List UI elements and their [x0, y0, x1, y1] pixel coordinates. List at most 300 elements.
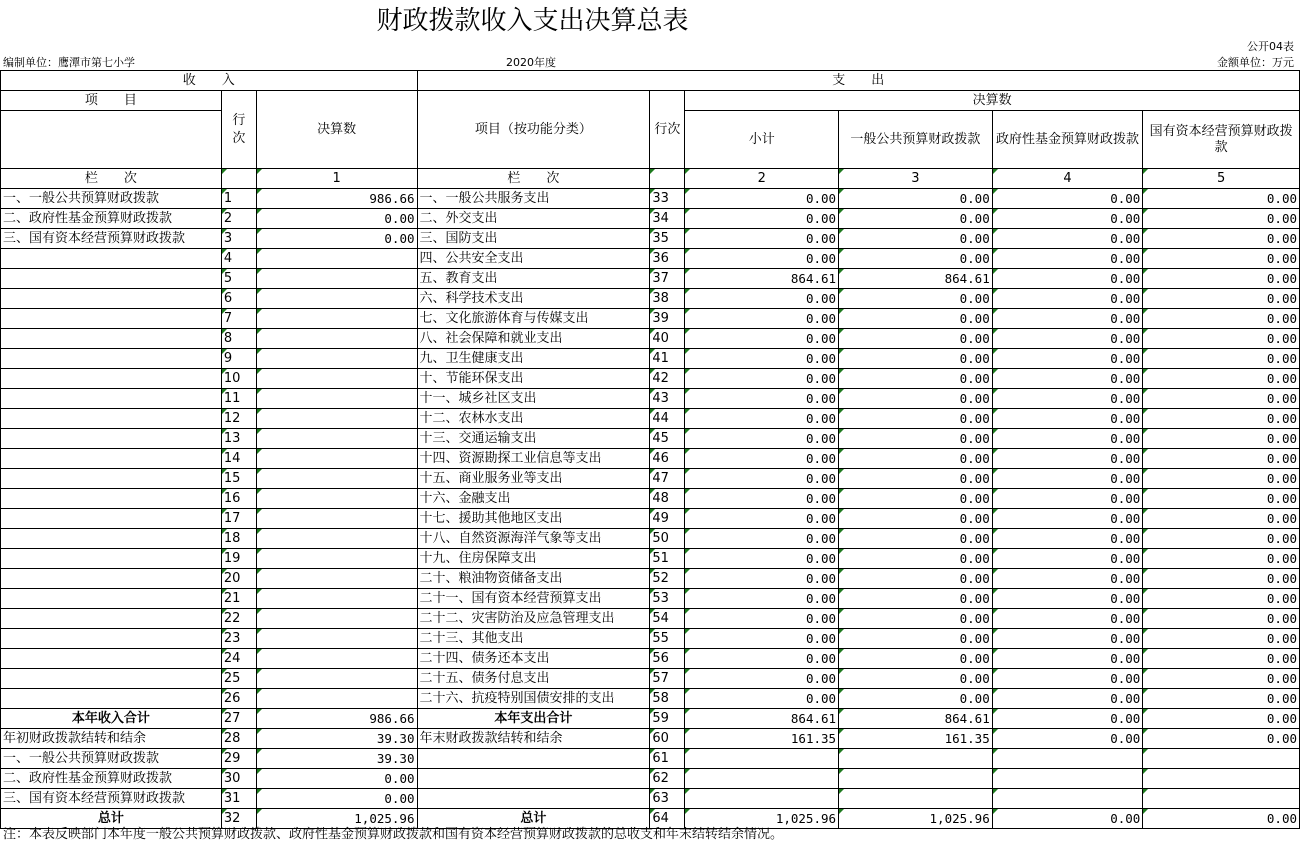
income-amount: 39.30 — [256, 729, 417, 749]
income-item — [1, 569, 222, 589]
state-capital-amount: 0.00 — [1143, 689, 1300, 709]
state-capital-amount: 0.00 — [1143, 189, 1300, 209]
expense-item: 十八、自然资源海洋气象等支出 — [417, 529, 650, 549]
general-budget-amount: 0.00 — [839, 349, 993, 369]
expense-item: 年末财政拨款结转和结余 — [417, 729, 650, 749]
income-amount: 39.30 — [256, 749, 417, 769]
expense-line-no: 38 — [650, 289, 685, 309]
gov-fund-amount: 0.00 — [992, 329, 1143, 349]
income-line-no: 15 — [221, 469, 256, 489]
income-amount — [256, 329, 417, 349]
table-row — [1, 489, 1300, 509]
state-capital-amount: 0.00 — [1143, 209, 1300, 229]
gov-fund-amount: 0.00 — [992, 649, 1143, 669]
income-line-no: 31 — [221, 789, 256, 809]
income-line-no: 8 — [221, 329, 256, 349]
subtotal-amount: 0.00 — [685, 409, 839, 429]
income-line-no: 7 — [221, 309, 256, 329]
general-budget-amount: 0.00 — [839, 329, 993, 349]
expense-line-no: 48 — [650, 489, 685, 509]
expense-column-label: 栏 次 — [417, 169, 650, 189]
expense-line-no: 43 — [650, 389, 685, 409]
expense-line-no: 59 — [650, 709, 685, 729]
general-budget-amount: 0.00 — [839, 529, 993, 549]
state-capital-amount: 0.00 — [1143, 249, 1300, 269]
income-line-no: 21 — [221, 589, 256, 609]
income-item-header-blank — [1, 111, 222, 169]
income-amount — [256, 269, 417, 289]
expense-item: 十四、资源勘探工业信息等支出 — [417, 449, 650, 469]
expense-line-no: 34 — [650, 209, 685, 229]
income-amount — [256, 249, 417, 269]
income-item: 年初财政拨款结转和结余 — [1, 729, 222, 749]
state-capital-amount — [1143, 769, 1300, 789]
gov-fund-amount: 0.00 — [992, 489, 1143, 509]
gov-fund-amount — [992, 769, 1143, 789]
income-item — [1, 429, 222, 449]
income-line-no: 11 — [221, 389, 256, 409]
subtotal-amount: 0.00 — [685, 309, 839, 329]
subtotal-amount: 0.00 — [685, 429, 839, 449]
income-amount: 1,025.96 — [256, 809, 417, 829]
subtotal-amount: 0.00 — [685, 689, 839, 709]
table-row — [1, 349, 1300, 369]
income-line-no: 1 — [221, 189, 256, 209]
income-amount: 986.66 — [256, 189, 417, 209]
general-budget-amount: 0.00 — [839, 689, 993, 709]
income-item — [1, 309, 222, 329]
expense-item: 二十、粮油物资储备支出 — [417, 569, 650, 589]
table-row — [1, 429, 1300, 449]
subtotal-amount — [685, 749, 839, 769]
income-line-no: 3 — [221, 229, 256, 249]
subtotal-header: 小计 — [685, 111, 839, 169]
income-amount — [256, 649, 417, 669]
subtotal-amount: 0.00 — [685, 529, 839, 549]
column-number-5: 5 — [1143, 169, 1300, 189]
subtotal-amount: 864.61 — [685, 269, 839, 289]
expense-item: 二十四、债务还本支出 — [417, 649, 650, 669]
gov-fund-amount: 0.00 — [992, 589, 1143, 609]
income-item — [1, 529, 222, 549]
income-amount — [256, 669, 417, 689]
income-item: 总计 — [1, 809, 222, 829]
expense-item — [417, 749, 650, 769]
expense-item — [417, 789, 650, 809]
expense-item: 十七、援助其他地区支出 — [417, 509, 650, 529]
expense-line-no: 53 — [650, 589, 685, 609]
subtotal-amount: 0.00 — [685, 449, 839, 469]
state-capital-amount: 0.00 — [1143, 529, 1300, 549]
income-item — [1, 689, 222, 709]
income-line-no-header: 行次 — [221, 91, 256, 169]
state-capital-amount: 0.00 — [1143, 509, 1300, 529]
expense-line-no: 63 — [650, 789, 685, 809]
income-line-no: 30 — [221, 769, 256, 789]
expense-item-header: 项目（按功能分类） — [417, 91, 650, 169]
income-item: 一、一般公共预算财政拨款 — [1, 189, 222, 209]
income-line-no: 9 — [221, 349, 256, 369]
subtotal-amount: 0.00 — [685, 609, 839, 629]
gov-fund-header: 政府性基金预算财政拨款 — [992, 111, 1143, 169]
income-line-no: 26 — [221, 689, 256, 709]
table-row — [1, 209, 1300, 229]
gov-fund-amount: 0.00 — [992, 809, 1143, 829]
expense-line-no: 41 — [650, 349, 685, 369]
expense-item: 二十一、国有资本经营预算支出 — [417, 589, 650, 609]
table-row — [1, 529, 1300, 549]
state-capital-amount: 0.00 — [1143, 289, 1300, 309]
state-capital-amount: 0.00 — [1143, 449, 1300, 469]
footnote: 注：本表反映部门本年度一般公共预算财政拨款、政府性基金预算财政拨款和国有资本经营预算财政拨款的总收支和年末结转结余情况。 — [3, 827, 784, 842]
expense-item — [417, 769, 650, 789]
income-item — [1, 329, 222, 349]
expense-column-label-blank — [650, 169, 685, 189]
gov-fund-amount: 0.00 — [992, 229, 1143, 249]
state-capital-amount: 0.00 — [1143, 409, 1300, 429]
subtotal-amount: 0.00 — [685, 209, 839, 229]
income-line-no: 19 — [221, 549, 256, 569]
table-row — [1, 649, 1300, 669]
table-row — [1, 549, 1300, 569]
general-budget-amount: 0.00 — [839, 449, 993, 469]
gov-fund-amount: 0.00 — [992, 689, 1143, 709]
income-item — [1, 449, 222, 469]
expense-line-no-header: 行次 — [650, 91, 685, 169]
income-item — [1, 589, 222, 609]
expense-item: 十二、农林水支出 — [417, 409, 650, 429]
gov-fund-amount: 0.00 — [992, 529, 1143, 549]
income-amount — [256, 569, 417, 589]
gov-fund-amount: 0.00 — [992, 629, 1143, 649]
expense-line-no: 60 — [650, 729, 685, 749]
income-amount — [256, 689, 417, 709]
income-amount — [256, 589, 417, 609]
income-amount — [256, 369, 417, 389]
income-amount: 0.00 — [256, 209, 417, 229]
gov-fund-amount: 0.00 — [992, 549, 1143, 569]
state-capital-amount: 0.00 — [1143, 569, 1300, 589]
subtotal-amount: 0.00 — [685, 549, 839, 569]
expense-item: 六、科学技术支出 — [417, 289, 650, 309]
expense-item: 十一、城乡社区支出 — [417, 389, 650, 409]
income-amount: 0.00 — [256, 229, 417, 249]
expense-item: 十五、商业服务业等支出 — [417, 469, 650, 489]
gov-fund-amount: 0.00 — [992, 449, 1143, 469]
state-capital-amount: 0.00 — [1143, 709, 1300, 729]
income-amount — [256, 429, 417, 449]
income-amount — [256, 409, 417, 429]
general-budget-amount: 864.61 — [839, 709, 993, 729]
general-budget-amount: 0.00 — [839, 489, 993, 509]
income-amount — [256, 469, 417, 489]
form-id: 公开04表 — [1247, 40, 1294, 53]
table-row — [1, 509, 1300, 529]
expense-section-header: 支 出 — [417, 71, 1300, 91]
income-item: 三、国有资本经营预算财政拨款 — [1, 789, 222, 809]
state-capital-amount: 0.00 — [1143, 329, 1300, 349]
table-row — [1, 269, 1300, 289]
income-line-no: 20 — [221, 569, 256, 589]
income-line-no: 2 — [221, 209, 256, 229]
general-budget-amount: 0.00 — [839, 589, 993, 609]
gov-fund-amount: 0.00 — [992, 709, 1143, 729]
gov-fund-amount: 0.00 — [992, 309, 1143, 329]
expense-line-no: 42 — [650, 369, 685, 389]
subtotal-amount: 0.00 — [685, 349, 839, 369]
income-item — [1, 269, 222, 289]
reporting-unit: 编制单位：鹰潭市第七小学 — [3, 56, 135, 69]
income-item: 本年收入合计 — [1, 709, 222, 729]
income-amount — [256, 529, 417, 549]
income-item — [1, 489, 222, 509]
expense-line-no: 36 — [650, 249, 685, 269]
subtotal-amount: 0.00 — [685, 469, 839, 489]
general-budget-amount: 0.00 — [839, 229, 993, 249]
income-item — [1, 669, 222, 689]
expense-line-no: 37 — [650, 269, 685, 289]
table-row — [1, 609, 1300, 629]
table-row — [1, 249, 1300, 269]
income-amount — [256, 509, 417, 529]
gov-fund-amount: 0.00 — [992, 209, 1143, 229]
state-capital-amount: 0.00 — [1143, 729, 1300, 749]
expense-line-no: 61 — [650, 749, 685, 769]
income-item — [1, 509, 222, 529]
income-amount — [256, 489, 417, 509]
expense-item: 五、教育支出 — [417, 269, 650, 289]
state-capital-amount: 0.00 — [1143, 309, 1300, 329]
expense-line-no: 46 — [650, 449, 685, 469]
expense-line-no: 40 — [650, 329, 685, 349]
expense-line-no: 54 — [650, 609, 685, 629]
subtotal-amount: 0.00 — [685, 649, 839, 669]
expense-line-no: 56 — [650, 649, 685, 669]
income-line-no: 24 — [221, 649, 256, 669]
income-amount: 986.66 — [256, 709, 417, 729]
income-line-no: 10 — [221, 369, 256, 389]
general-budget-amount: 0.00 — [839, 569, 993, 589]
expense-line-no: 51 — [650, 549, 685, 569]
general-budget-amount: 0.00 — [839, 369, 993, 389]
table-row — [1, 469, 1300, 489]
income-item — [1, 649, 222, 669]
expense-item: 二十五、债务付息支出 — [417, 669, 650, 689]
expense-item: 二十二、灾害防治及应急管理支出 — [417, 609, 650, 629]
final-amount-group-header: 决算数 — [685, 91, 1300, 111]
gov-fund-amount: 0.00 — [992, 389, 1143, 409]
expense-item: 十、节能环保支出 — [417, 369, 650, 389]
general-budget-amount: 0.00 — [839, 309, 993, 329]
general-budget-amount: 0.00 — [839, 409, 993, 429]
general-budget-amount: 0.00 — [839, 609, 993, 629]
column-number-2: 2 — [685, 169, 839, 189]
income-line-no: 4 — [221, 249, 256, 269]
income-column-label-blank — [221, 169, 256, 189]
income-line-no: 28 — [221, 729, 256, 749]
income-item — [1, 389, 222, 409]
expense-line-no: 57 — [650, 669, 685, 689]
table-row — [1, 589, 1300, 609]
expense-line-no: 47 — [650, 469, 685, 489]
expense-item: 七、文化旅游体育与传媒支出 — [417, 309, 650, 329]
income-amount — [256, 609, 417, 629]
expense-item: 十九、住房保障支出 — [417, 549, 650, 569]
table-row — [1, 409, 1300, 429]
column-number-3: 3 — [839, 169, 993, 189]
expense-line-no: 58 — [650, 689, 685, 709]
income-item — [1, 629, 222, 649]
gov-fund-amount: 0.00 — [992, 369, 1143, 389]
income-item — [1, 469, 222, 489]
subtotal-amount: 0.00 — [685, 249, 839, 269]
subtotal-amount: 0.00 — [685, 629, 839, 649]
column-number-1: 1 — [256, 169, 417, 189]
income-item-header: 项 目 — [1, 91, 222, 111]
gov-fund-amount: 0.00 — [992, 349, 1143, 369]
income-item — [1, 289, 222, 309]
income-amount — [256, 349, 417, 369]
table-row — [1, 189, 1300, 209]
report-title: 财政拨款收入支出决算总表 — [376, 6, 689, 36]
general-budget-amount: 161.35 — [839, 729, 993, 749]
income-line-no: 22 — [221, 609, 256, 629]
general-budget-amount — [839, 749, 993, 769]
general-budget-amount: 0.00 — [839, 469, 993, 489]
general-budget-amount: 0.00 — [839, 249, 993, 269]
income-line-no: 29 — [221, 749, 256, 769]
subtotal-amount: 0.00 — [685, 229, 839, 249]
table-row — [1, 729, 1300, 749]
subtotal-amount — [685, 769, 839, 789]
income-item — [1, 609, 222, 629]
income-item — [1, 369, 222, 389]
general-budget-amount: 0.00 — [839, 429, 993, 449]
income-line-no: 14 — [221, 449, 256, 469]
expense-line-no: 49 — [650, 509, 685, 529]
state-capital-amount: 0.00 — [1143, 609, 1300, 629]
table-row — [1, 689, 1300, 709]
expense-item: 四、公共安全支出 — [417, 249, 650, 269]
income-amount — [256, 629, 417, 649]
table-row — [1, 369, 1300, 389]
table-row — [1, 289, 1300, 309]
income-item: 三、国有资本经营预算财政拨款 — [1, 229, 222, 249]
gov-fund-amount: 0.00 — [992, 269, 1143, 289]
state-capital-amount: 0.00 — [1143, 489, 1300, 509]
income-line-no: 17 — [221, 509, 256, 529]
income-amount — [256, 309, 417, 329]
expense-item: 九、卫生健康支出 — [417, 349, 650, 369]
general-budget-amount: 864.61 — [839, 269, 993, 289]
general-budget-amount: 0.00 — [839, 209, 993, 229]
expense-item: 八、社会保障和就业支出 — [417, 329, 650, 349]
expense-line-no: 50 — [650, 529, 685, 549]
state-capital-amount: 0.00 — [1143, 669, 1300, 689]
income-line-no: 12 — [221, 409, 256, 429]
general-budget-amount — [839, 789, 993, 809]
state-capital-amount: 0.00 — [1143, 649, 1300, 669]
table-row — [1, 449, 1300, 469]
subtotal-amount: 0.00 — [685, 589, 839, 609]
expense-item: 二十六、抗疫特别国债安排的支出 — [417, 689, 650, 709]
state-capital-amount: 0.00 — [1143, 469, 1300, 489]
general-budget-amount: 0.00 — [839, 509, 993, 529]
income-amount — [256, 449, 417, 469]
state-capital-amount — [1143, 789, 1300, 809]
gov-fund-amount: 0.00 — [992, 429, 1143, 449]
income-amount: 0.00 — [256, 789, 417, 809]
gov-fund-amount: 0.00 — [992, 729, 1143, 749]
table-row — [1, 789, 1300, 809]
subtotal-amount: 864.61 — [685, 709, 839, 729]
gov-fund-amount: 0.00 — [992, 409, 1143, 429]
income-line-no: 18 — [221, 529, 256, 549]
subtotal-amount: 0.00 — [685, 569, 839, 589]
general-budget-amount: 1,025.96 — [839, 809, 993, 829]
state-capital-amount: 0.00 — [1143, 269, 1300, 289]
income-item — [1, 349, 222, 369]
state-capital-amount: 0.00 — [1143, 629, 1300, 649]
table-row — [1, 309, 1300, 329]
income-line-no: 5 — [221, 269, 256, 289]
expense-line-no: 39 — [650, 309, 685, 329]
gov-fund-amount: 0.00 — [992, 669, 1143, 689]
state-capital-amount: 0.00 — [1143, 549, 1300, 569]
expense-item: 二、外交支出 — [417, 209, 650, 229]
fiscal-year: 2020年度 — [506, 56, 556, 69]
budget-table — [0, 70, 1300, 829]
income-line-no: 13 — [221, 429, 256, 449]
income-section-header: 收 入 — [1, 71, 418, 91]
gov-fund-amount — [992, 789, 1143, 809]
subtotal-amount: 0.00 — [685, 489, 839, 509]
income-amount — [256, 549, 417, 569]
income-amount — [256, 389, 417, 409]
gov-fund-amount: 0.00 — [992, 249, 1143, 269]
state-capital-header: 国有资本经营预算财政拨款 — [1143, 111, 1300, 169]
state-capital-amount: 0.00 — [1143, 349, 1300, 369]
expense-line-no: 62 — [650, 769, 685, 789]
subtotal-amount: 0.00 — [685, 509, 839, 529]
expense-line-no: 55 — [650, 629, 685, 649]
expense-item: 本年支出合计 — [417, 709, 650, 729]
state-capital-amount: 0.00 — [1143, 809, 1300, 829]
subtotal-amount: 0.00 — [685, 669, 839, 689]
table-row — [1, 629, 1300, 649]
table-row — [1, 669, 1300, 689]
income-line-no: 27 — [221, 709, 256, 729]
table-row — [1, 329, 1300, 349]
expense-item: 十三、交通运输支出 — [417, 429, 650, 449]
income-line-no: 32 — [221, 809, 256, 829]
state-capital-amount: 0.00 — [1143, 229, 1300, 249]
table-row — [1, 709, 1300, 729]
state-capital-amount: 0.00 — [1143, 589, 1300, 609]
income-line-no: 6 — [221, 289, 256, 309]
income-line-no: 25 — [221, 669, 256, 689]
income-item — [1, 549, 222, 569]
expense-line-no: 33 — [650, 189, 685, 209]
expense-line-no: 64 — [650, 809, 685, 829]
subtotal-amount: 0.00 — [685, 289, 839, 309]
general-budget-amount: 0.00 — [839, 289, 993, 309]
expense-line-no: 45 — [650, 429, 685, 449]
subtotal-amount: 0.00 — [685, 389, 839, 409]
expense-item: 一、一般公共服务支出 — [417, 189, 650, 209]
expense-item: 十六、金融支出 — [417, 489, 650, 509]
state-capital-amount: 0.00 — [1143, 389, 1300, 409]
